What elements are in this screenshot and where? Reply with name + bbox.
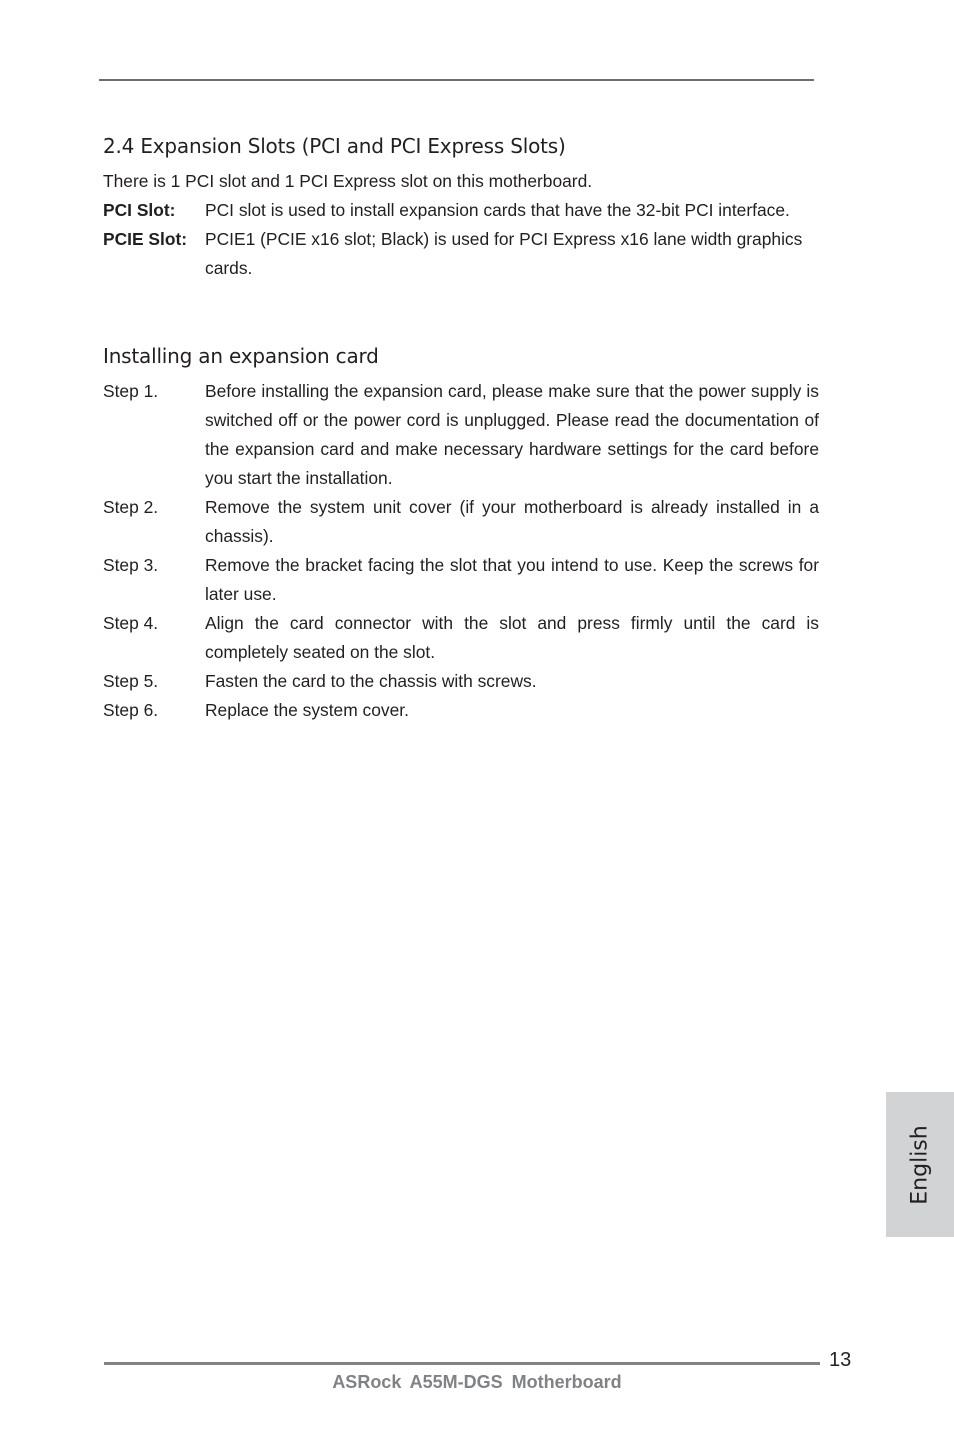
language-side-tab bbox=[886, 1092, 954, 1237]
step-item bbox=[103, 609, 819, 667]
step-text: Replace the system cover. bbox=[205, 700, 409, 720]
step-item bbox=[103, 667, 819, 696]
step-label: Step 6. bbox=[103, 700, 159, 720]
definition-pci-slot bbox=[103, 196, 819, 225]
step-text: Remove the bracket facing the slot that you intend to use. Keep the screws for later use. bbox=[205, 555, 819, 604]
step-label: Step 4. bbox=[103, 613, 159, 633]
step-item bbox=[103, 551, 819, 609]
step-text: Before installing the expansion card, please make sure that the power supply is switched off or the power cord is unplugged. Please read the documentation of the expansion card and make necessary hardware settings for the card before you start the installation. bbox=[205, 381, 819, 488]
definition-description: PCI slot is used to install expansion cards that have the 32-bit PCI interface. bbox=[205, 200, 790, 220]
installation-steps bbox=[103, 377, 819, 725]
step-item bbox=[103, 696, 819, 725]
definition-term: PCIE Slot: bbox=[103, 229, 188, 249]
footer-product-title: ASRock A55M-DGS Motherboard bbox=[332, 1372, 622, 1392]
definition-description: PCIE1 (PCIE x16 slot; Black) is used for PCI Express x16 lane width graphics cards. bbox=[205, 229, 803, 278]
step-label: Step 3. bbox=[103, 555, 159, 575]
step-label: Step 2. bbox=[103, 497, 159, 517]
step-item bbox=[103, 493, 819, 551]
step-item bbox=[103, 377, 819, 493]
page-number: 13 bbox=[829, 1349, 852, 1371]
step-label: Step 5. bbox=[103, 671, 159, 691]
definition-pcie-slot bbox=[103, 225, 819, 283]
slot-definition-list bbox=[103, 196, 819, 283]
section-title: 2.4 Expansion Slots (PCI and PCI Express Slots) bbox=[103, 134, 566, 158]
step-text: Remove the system unit cover (if your motherboard is already installed in a chassis). bbox=[205, 497, 819, 546]
footer-divider bbox=[104, 1362, 820, 1365]
header-divider bbox=[99, 79, 814, 81]
section-intro: There is 1 PCI slot and 1 PCI Express slot on this motherboard. bbox=[103, 171, 593, 191]
subsection-title: Installing an expansion card bbox=[103, 344, 379, 368]
step-text: Fasten the card to the chassis with screws. bbox=[205, 671, 537, 691]
step-text: Align the card connector with the slot and press firmly until the card is completely seated on the slot. bbox=[205, 613, 819, 662]
definition-term: PCI Slot: bbox=[103, 200, 176, 220]
language-tab-label: English bbox=[907, 1124, 933, 1205]
step-label: Step 1. bbox=[103, 381, 159, 401]
